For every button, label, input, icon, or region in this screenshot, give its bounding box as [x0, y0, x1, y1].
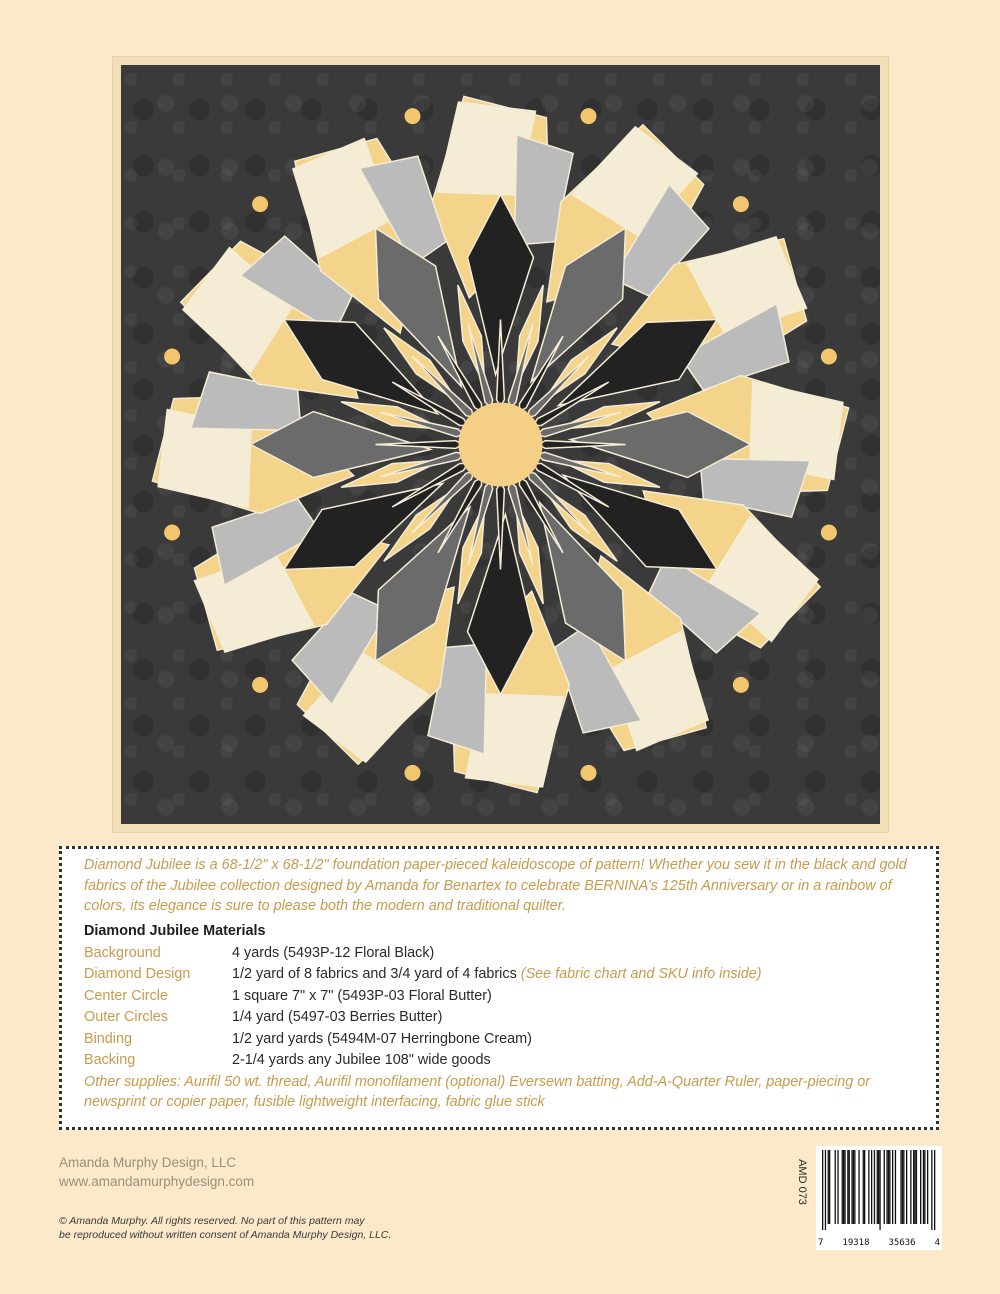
- material-value: 1/4 yard (5497-03 Berries Butter): [232, 1009, 443, 1025]
- company-website: www.amandamurphydesign.com: [59, 1174, 255, 1189]
- sku-label: [792, 1150, 812, 1214]
- barcode-bar: [828, 1150, 829, 1224]
- barcode-bar: [927, 1150, 928, 1224]
- material-note: (See fabric chart and SKU info inside): [520, 966, 762, 982]
- material-value: 1/2 yard of 8 fabrics and 3/4 yard of 4 fabrics (See fabric chart and SKU info inside): [232, 966, 762, 982]
- barcode-bar: [888, 1150, 889, 1224]
- barcode-bar: [879, 1150, 880, 1230]
- barcode-bar: [843, 1150, 844, 1224]
- sku-text: AMD 073: [796, 1159, 809, 1205]
- copyright-line: be reproduced without written consent of Amanda Murphy Design, LLC.: [59, 1229, 392, 1241]
- materials-title: Diamond Jubilee Materials: [84, 922, 266, 939]
- barcode-bar: [835, 1150, 836, 1224]
- pattern-description: Diamond Jubilee is a 68-1/2" x 68-1/2" foundation paper-pieced kaleidoscope of pattern! Whether you sew it in the black and gold fabrics of the Jubilee collection designed by Amanda for Benartex to celebrate BERNINA’s 125th Anniversary or in a rainbow of colors, its elegance is sure to please both the modern and traditional quilter.: [84, 857, 907, 914]
- barcode-bar: [864, 1150, 865, 1224]
- pattern-info-box: [59, 846, 939, 1130]
- material-label: Binding: [84, 1030, 133, 1047]
- barcode-bar: [837, 1150, 838, 1224]
- barcode-bar: [825, 1150, 826, 1230]
- material-row-outer-circles: [84, 1007, 914, 1029]
- barcode-bar: [853, 1150, 854, 1224]
- barcode-bar: [920, 1150, 921, 1224]
- barcode-bar: [895, 1150, 896, 1224]
- barcode: [816, 1146, 942, 1250]
- quilt-outer-dot: [164, 525, 180, 541]
- material-value: 1 square 7" x 7" (5493P-03 Floral Butter): [232, 987, 492, 1004]
- materials-list: [84, 943, 914, 1072]
- quilt-kaleidoscope-image: [113, 57, 888, 832]
- company-name: Amanda Murphy Design, LLC: [59, 1155, 237, 1170]
- barcode-digit-group: 19318: [842, 1238, 870, 1248]
- barcode-bar: [844, 1150, 845, 1224]
- barcode-bar: [914, 1150, 915, 1224]
- barcode-bar: [916, 1150, 917, 1224]
- copyright-line: © Amanda Murphy. All rights reserved. No part of this pattern may: [59, 1215, 365, 1227]
- barcode-digits: [816, 1238, 942, 1248]
- quilt-outer-dot: [164, 349, 180, 365]
- quilt-center-circle: [459, 403, 543, 487]
- barcode-bar: [863, 1150, 864, 1224]
- quilt-outer-dot: [405, 765, 421, 781]
- barcode-bar: [878, 1150, 879, 1224]
- barcode-bar: [851, 1150, 852, 1224]
- barcode-bar: [923, 1150, 924, 1224]
- quilt-outer-dot: [581, 108, 597, 124]
- copyright-notice: [59, 1214, 391, 1242]
- quilt-outer-dot: [581, 765, 597, 781]
- barcode-bar: [829, 1150, 830, 1224]
- material-value: 2-1/4 yards any Jubilee 108" wide goods: [232, 1052, 491, 1068]
- quilt-outer-dot: [252, 677, 268, 693]
- material-label: Backing: [84, 1052, 136, 1068]
- other-supplies: Other supplies: Aurifil 50 wt. thread, Aurifil monofilament (optional) Eversewn batting, Add-A-Quarter Ruler, paper-piecing or newsprint or copier paper, fusible lightweight interfacing, fabric glue stick: [84, 1073, 870, 1110]
- barcode-bar: [868, 1150, 869, 1224]
- material-label: Outer Circles: [84, 1009, 168, 1025]
- barcode-bar: [854, 1150, 855, 1224]
- quilt-outer-dot: [821, 349, 837, 365]
- barcode-bar: [889, 1150, 890, 1224]
- barcode-digit-group: 35636: [888, 1238, 916, 1248]
- barcode-bar: [924, 1150, 925, 1224]
- barcode-bar: [906, 1150, 907, 1224]
- barcode-bar: [902, 1150, 903, 1224]
- quilt-outer-dot: [733, 677, 749, 693]
- barcode-bar: [886, 1150, 887, 1224]
- barcode-bar: [903, 1150, 904, 1224]
- barcode-bar: [874, 1150, 875, 1224]
- barcode-bar: [900, 1150, 901, 1224]
- material-value: 4 yards (5493P-12 Floral Black): [232, 944, 435, 961]
- material-row-center-circle: [84, 986, 914, 1008]
- barcode-bar: [871, 1150, 872, 1224]
- barcode-bar: [884, 1150, 885, 1224]
- barcode-bar: [931, 1150, 932, 1230]
- material-label: Center Circle: [84, 987, 168, 1004]
- barcode-bar: [877, 1150, 878, 1224]
- barcode-bar: [847, 1150, 848, 1224]
- quilt-outer-dot: [405, 108, 421, 124]
- barcode-digit-group: 4: [934, 1238, 940, 1248]
- barcode-bar: [892, 1150, 893, 1224]
- quilt-image-frame: [113, 57, 888, 832]
- quilt-outer-dot: [733, 196, 749, 212]
- material-row-binding: [84, 1029, 914, 1051]
- barcode-bar: [822, 1150, 823, 1230]
- barcode-bar: [910, 1150, 911, 1224]
- quilt-outer-dot: [821, 525, 837, 541]
- barcode-bar: [858, 1150, 859, 1224]
- barcode-bar: [849, 1150, 850, 1224]
- material-row-backing: [84, 1050, 914, 1072]
- company-info: [59, 1153, 254, 1191]
- material-label: Background: [84, 944, 161, 961]
- quilt-outer-dot: [252, 196, 268, 212]
- barcode-bar: [842, 1150, 843, 1224]
- material-row-background: [84, 943, 914, 965]
- material-row-diamond-design: [84, 964, 914, 986]
- barcode-bars: [820, 1150, 938, 1234]
- material-value: 1/2 yard yards (5494M-07 Herringbone Cream): [232, 1030, 532, 1047]
- material-label: Diamond Design: [84, 966, 191, 982]
- barcode-bar: [934, 1150, 935, 1230]
- barcode-bar: [913, 1150, 914, 1224]
- barcode-digit-group: 7: [818, 1238, 824, 1248]
